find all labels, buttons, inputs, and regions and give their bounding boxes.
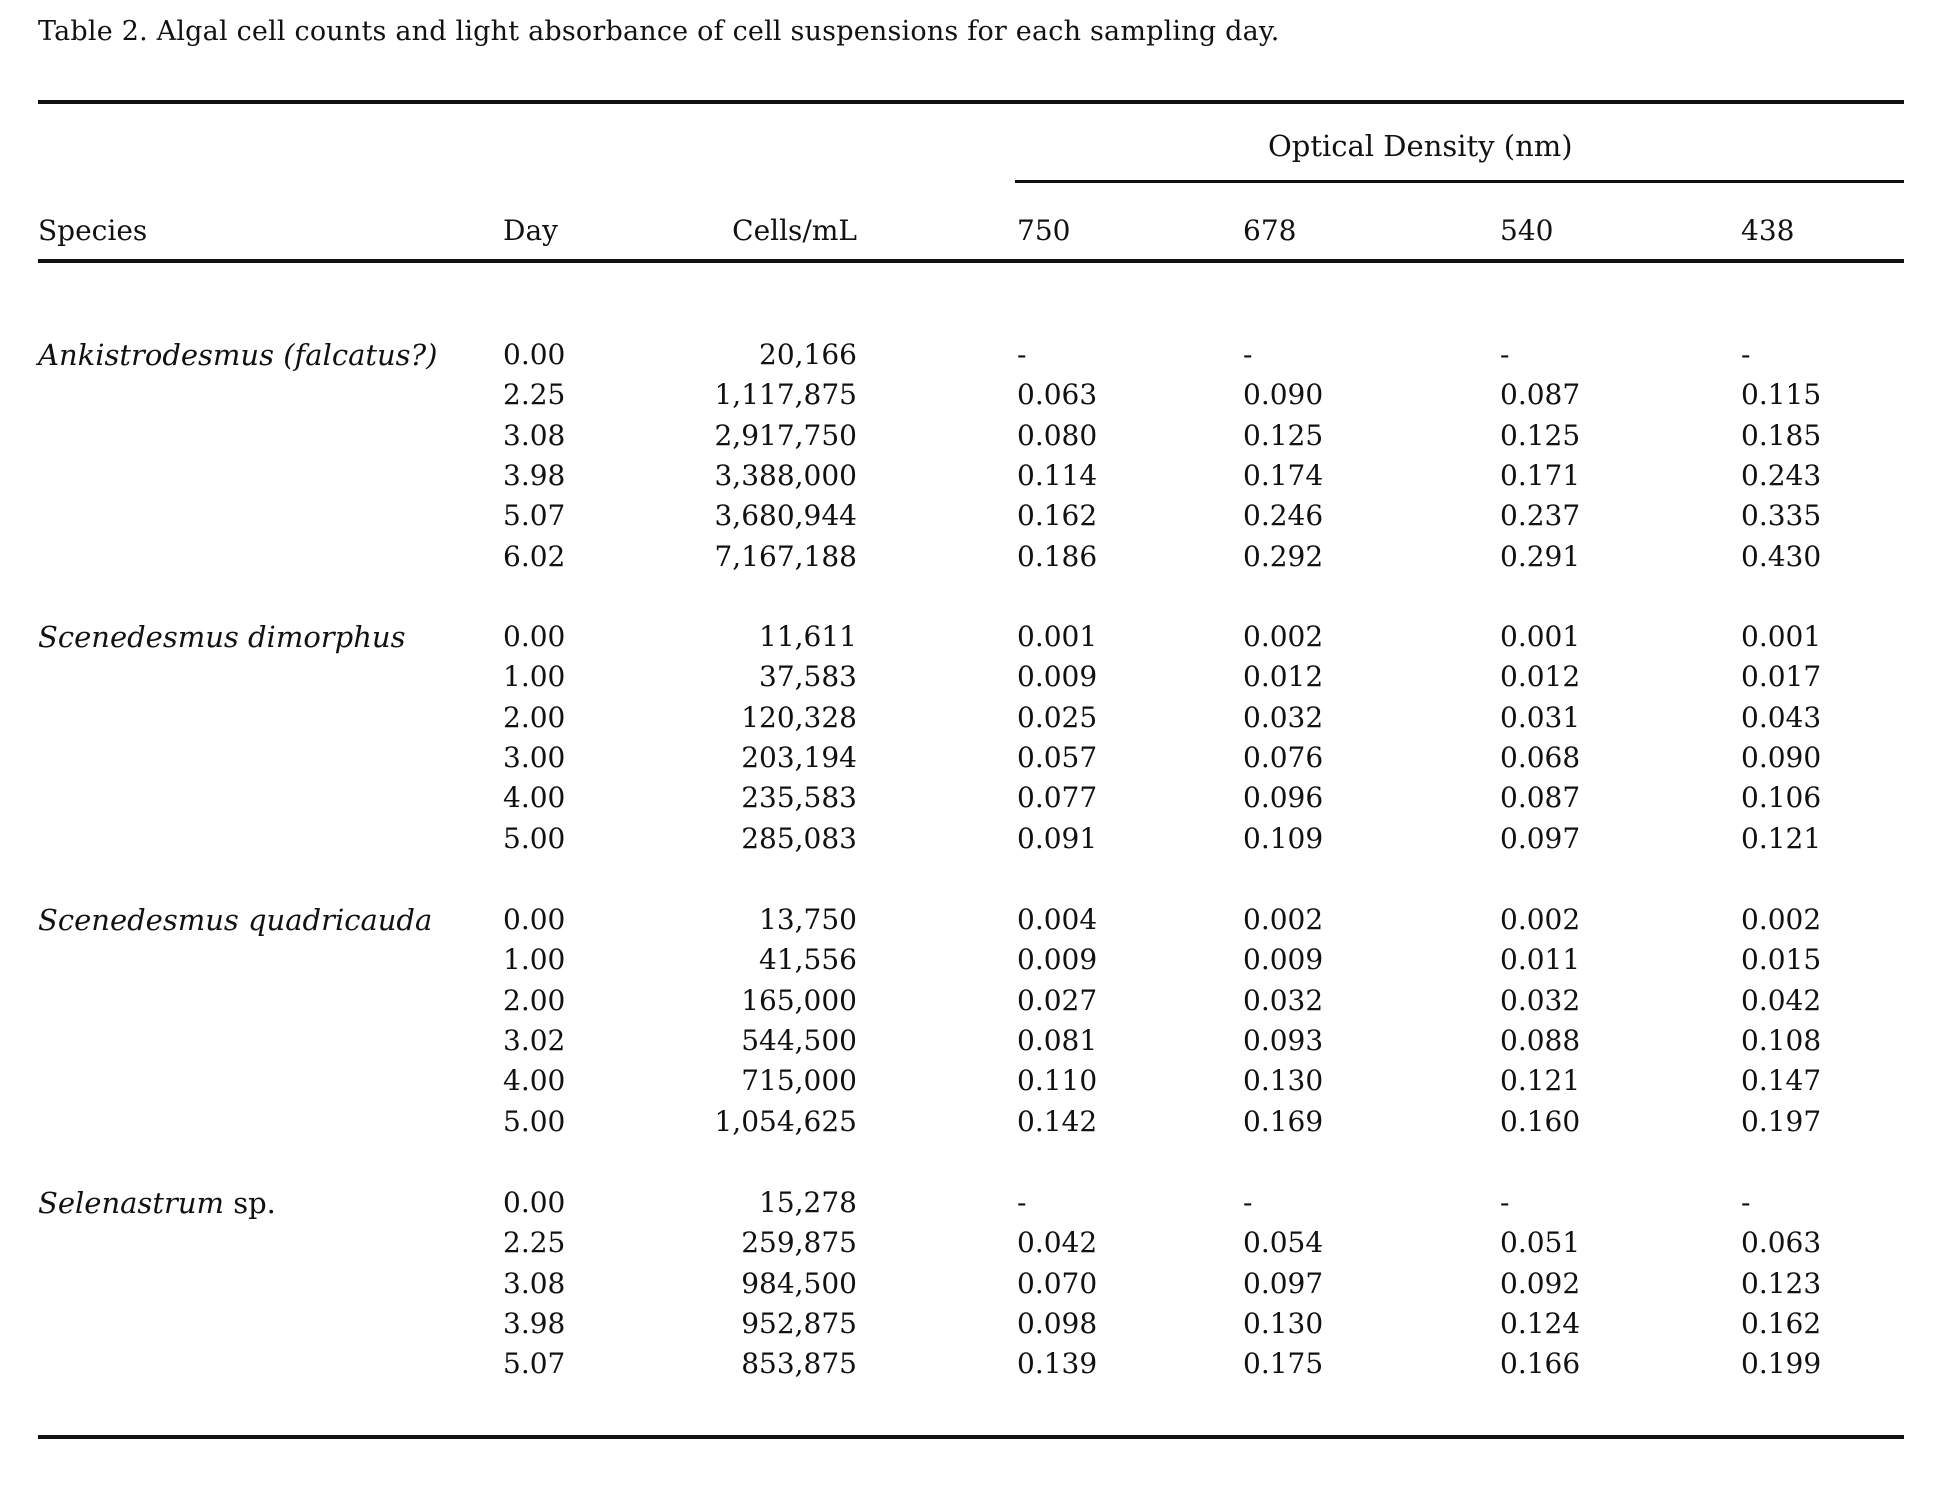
- cell-od-540: 0.166: [1500, 1347, 1581, 1381]
- bottom-rule: [38, 1435, 1904, 1439]
- cell-day: 0.00: [503, 620, 566, 653]
- species-name-suffix: sp.: [224, 1186, 276, 1220]
- header-cells: Cells/mL: [732, 214, 857, 247]
- cell-od-678: 0.097: [1243, 1266, 1324, 1300]
- cell-cells-per-ml: 13,750: [759, 903, 857, 936]
- species-name-italic: Scenedesmus dimorphus: [38, 620, 406, 654]
- cell-od-438: 0.002: [1741, 903, 1822, 936]
- header-day: Day: [503, 214, 558, 247]
- cell-cells-per-ml: 41,556: [759, 943, 857, 977]
- cell-od-750: 0.004: [1017, 903, 1098, 936]
- cell-od-678: 0.002: [1243, 903, 1324, 936]
- cell-od-750: 0.001: [1017, 620, 1098, 653]
- table-row: [0, 984, 1933, 1024]
- header-od-438: 438: [1741, 214, 1795, 247]
- optical-density-rule: [1015, 180, 1904, 183]
- cell-cells-per-ml: 3,388,000: [714, 458, 857, 492]
- cell-day: 0.00: [503, 903, 566, 936]
- cell-cells-per-ml: 165,000: [741, 983, 857, 1017]
- cell-cells-per-ml: 235,583: [741, 781, 857, 815]
- cell-od-678: 0.090: [1243, 378, 1324, 412]
- cell-od-540: 0.124: [1500, 1306, 1581, 1340]
- header-species: Species: [38, 214, 148, 247]
- cell-od-540: 0.001: [1500, 620, 1581, 653]
- cell-od-678: 0.012: [1243, 660, 1324, 694]
- cell-cells-per-ml: 952,875: [741, 1306, 857, 1340]
- cell-cells-per-ml: 853,875: [741, 1347, 857, 1381]
- cell-od-750: 0.025: [1017, 700, 1098, 734]
- cell-od-438: -: [1741, 1186, 1751, 1219]
- cell-cells-per-ml: 285,083: [741, 821, 857, 855]
- cell-od-678: -: [1243, 338, 1253, 371]
- cell-od-438: 0.063: [1741, 1226, 1822, 1260]
- species-name-italic: Ankistrodesmus (falcatus?): [38, 338, 438, 372]
- table-row: [0, 338, 1933, 378]
- cell-od-540: 0.125: [1500, 418, 1581, 452]
- table-row: [0, 1267, 1933, 1307]
- table-row: [0, 701, 1933, 741]
- table-row: [0, 943, 1933, 983]
- cell-od-678: 0.169: [1243, 1104, 1324, 1138]
- cell-od-438: 0.243: [1741, 458, 1822, 492]
- cell-od-438: 0.123: [1741, 1266, 1822, 1300]
- species-name-italic: Selenastrum: [38, 1186, 225, 1220]
- cell-od-438: 0.043: [1741, 700, 1822, 734]
- cell-od-750: 0.162: [1017, 499, 1098, 533]
- cell-od-540: 0.160: [1500, 1104, 1581, 1138]
- header-od-540: 540: [1500, 214, 1554, 247]
- cell-od-438: 0.106: [1741, 781, 1822, 815]
- cell-od-540: 0.012: [1500, 660, 1581, 694]
- cell-day: 4.00: [503, 1064, 566, 1098]
- cell-cells-per-ml: 544,500: [741, 1023, 857, 1057]
- cell-day: 5.00: [503, 1104, 566, 1138]
- table-row: [0, 1347, 1933, 1387]
- cell-day: 6.02: [503, 539, 566, 573]
- cell-od-750: 0.110: [1017, 1064, 1098, 1098]
- cell-cells-per-ml: 37,583: [759, 660, 857, 694]
- table-row: [0, 378, 1933, 418]
- cell-day: 3.98: [503, 458, 566, 492]
- cell-cells-per-ml: 3,680,944: [714, 499, 857, 533]
- cell-od-438: 0.162: [1741, 1306, 1822, 1340]
- cell-day: 2.25: [503, 378, 566, 412]
- cell-cells-per-ml: 1,054,625: [714, 1104, 857, 1138]
- table-row: [0, 903, 1933, 943]
- cell-od-438: 0.115: [1741, 378, 1822, 412]
- top-rule: [38, 100, 1904, 104]
- cell-od-438: 0.090: [1741, 740, 1822, 774]
- cell-od-438: 0.199: [1741, 1347, 1822, 1381]
- cell-day: 5.07: [503, 499, 566, 533]
- cell-day: 0.00: [503, 1186, 566, 1219]
- cell-od-750: 0.142: [1017, 1104, 1098, 1138]
- header-rule: [38, 259, 1904, 263]
- cell-od-438: 0.185: [1741, 418, 1822, 452]
- header-od-678: 678: [1243, 214, 1297, 247]
- cell-od-438: 0.430: [1741, 539, 1822, 573]
- cell-od-438: 0.017: [1741, 660, 1822, 694]
- cell-od-750: 0.091: [1017, 821, 1098, 855]
- cell-cells-per-ml: 203,194: [741, 740, 857, 774]
- cell-od-678: 0.096: [1243, 781, 1324, 815]
- cell-od-438: -: [1741, 338, 1751, 371]
- cell-od-750: 0.098: [1017, 1306, 1098, 1340]
- cell-od-438: 0.001: [1741, 620, 1822, 653]
- cell-od-540: 0.087: [1500, 781, 1581, 815]
- cell-od-750: 0.009: [1017, 943, 1098, 977]
- cell-od-540: 0.002: [1500, 903, 1581, 936]
- cell-od-750: 0.139: [1017, 1347, 1098, 1381]
- cell-od-678: 0.125: [1243, 418, 1324, 452]
- cell-cells-per-ml: 20,166: [759, 338, 857, 371]
- cell-od-678: 0.032: [1243, 700, 1324, 734]
- cell-od-750: 0.027: [1017, 983, 1098, 1017]
- cell-day: 2.25: [503, 1226, 566, 1260]
- cell-od-678: 0.246: [1243, 499, 1324, 533]
- table-row: [0, 499, 1933, 539]
- cell-day: 1.00: [503, 943, 566, 977]
- table-row: [0, 419, 1933, 459]
- cell-day: 5.07: [503, 1347, 566, 1381]
- species-name-italic: Scenedesmus quadricauda: [38, 903, 433, 937]
- table-row: [0, 822, 1933, 862]
- cell-od-750: 0.042: [1017, 1226, 1098, 1260]
- cell-od-540: 0.068: [1500, 740, 1581, 774]
- cell-od-750: -: [1017, 1186, 1027, 1219]
- table-caption: Table 2. Algal cell counts and light absorbance of cell suspensions for each sampling day.: [38, 16, 1280, 47]
- cell-od-540: 0.088: [1500, 1023, 1581, 1057]
- cell-od-540: 0.171: [1500, 458, 1581, 492]
- cell-cells-per-ml: 15,278: [759, 1186, 857, 1219]
- cell-cells-per-ml: 1,117,875: [714, 378, 857, 412]
- cell-od-438: 0.015: [1741, 943, 1822, 977]
- table-row: [0, 741, 1933, 781]
- table-row: [0, 459, 1933, 499]
- cell-od-678: 0.076: [1243, 740, 1324, 774]
- cell-od-540: 0.011: [1500, 943, 1581, 977]
- table-row: [0, 1105, 1933, 1145]
- table-row: [0, 1226, 1933, 1266]
- cell-od-540: 0.087: [1500, 378, 1581, 412]
- table-row: [0, 1186, 1933, 1226]
- table-row: [0, 781, 1933, 821]
- cell-day: 3.08: [503, 1266, 566, 1300]
- cell-day: 4.00: [503, 781, 566, 815]
- cell-od-678: 0.130: [1243, 1306, 1324, 1340]
- cell-od-750: 0.009: [1017, 660, 1098, 694]
- cell-day: 2.00: [503, 983, 566, 1017]
- cell-od-540: 0.051: [1500, 1226, 1581, 1260]
- cell-od-438: 0.335: [1741, 499, 1822, 533]
- cell-od-678: 0.174: [1243, 458, 1324, 492]
- cell-od-540: 0.032: [1500, 983, 1581, 1017]
- cell-od-750: 0.081: [1017, 1023, 1098, 1057]
- header-od-750: 750: [1017, 214, 1071, 247]
- cell-od-678: 0.093: [1243, 1023, 1324, 1057]
- cell-od-750: 0.063: [1017, 378, 1098, 412]
- cell-day: 3.02: [503, 1023, 566, 1057]
- cell-cells-per-ml: 11,611: [759, 620, 857, 653]
- cell-od-678: 0.130: [1243, 1064, 1324, 1098]
- cell-od-678: 0.292: [1243, 539, 1324, 573]
- cell-cells-per-ml: 259,875: [741, 1226, 857, 1260]
- cell-day: 5.00: [503, 821, 566, 855]
- table-row: [0, 1307, 1933, 1347]
- cell-od-540: 0.031: [1500, 700, 1581, 734]
- cell-od-750: 0.070: [1017, 1266, 1098, 1300]
- table-row: [0, 1024, 1933, 1064]
- cell-od-438: 0.197: [1741, 1104, 1822, 1138]
- table-row: [0, 540, 1933, 580]
- cell-od-750: 0.057: [1017, 740, 1098, 774]
- cell-od-678: 0.032: [1243, 983, 1324, 1017]
- cell-cells-per-ml: 120,328: [741, 700, 857, 734]
- cell-od-540: 0.121: [1500, 1064, 1581, 1098]
- cell-od-750: 0.080: [1017, 418, 1098, 452]
- cell-od-750: 0.186: [1017, 539, 1098, 573]
- cell-od-438: 0.147: [1741, 1064, 1822, 1098]
- optical-density-header: Optical Density (nm): [1268, 129, 1573, 163]
- cell-od-678: 0.054: [1243, 1226, 1324, 1260]
- cell-od-678: 0.175: [1243, 1347, 1324, 1381]
- cell-od-750: 0.077: [1017, 781, 1098, 815]
- cell-cells-per-ml: 984,500: [741, 1266, 857, 1300]
- table-row: [0, 1064, 1933, 1104]
- cell-day: 1.00: [503, 660, 566, 694]
- cell-od-678: 0.009: [1243, 943, 1324, 977]
- cell-day: 3.00: [503, 740, 566, 774]
- table-row: [0, 620, 1933, 660]
- cell-od-438: 0.108: [1741, 1023, 1822, 1057]
- cell-od-540: 0.237: [1500, 499, 1581, 533]
- cell-od-438: 0.042: [1741, 983, 1822, 1017]
- cell-cells-per-ml: 715,000: [741, 1064, 857, 1098]
- cell-day: 3.08: [503, 418, 566, 452]
- cell-od-678: 0.109: [1243, 821, 1324, 855]
- cell-od-540: -: [1500, 338, 1510, 371]
- cell-od-438: 0.121: [1741, 821, 1822, 855]
- cell-od-540: -: [1500, 1186, 1510, 1219]
- cell-od-678: -: [1243, 1186, 1253, 1219]
- cell-day: 3.98: [503, 1306, 566, 1340]
- cell-od-540: 0.291: [1500, 539, 1581, 573]
- cell-od-750: -: [1017, 338, 1027, 371]
- cell-od-540: 0.097: [1500, 821, 1581, 855]
- table-row: [0, 660, 1933, 700]
- cell-od-678: 0.002: [1243, 620, 1324, 653]
- cell-day: 0.00: [503, 338, 566, 371]
- cell-od-750: 0.114: [1017, 458, 1098, 492]
- cell-cells-per-ml: 2,917,750: [714, 418, 857, 452]
- cell-cells-per-ml: 7,167,188: [714, 539, 857, 573]
- cell-day: 2.00: [503, 700, 566, 734]
- cell-od-540: 0.092: [1500, 1266, 1581, 1300]
